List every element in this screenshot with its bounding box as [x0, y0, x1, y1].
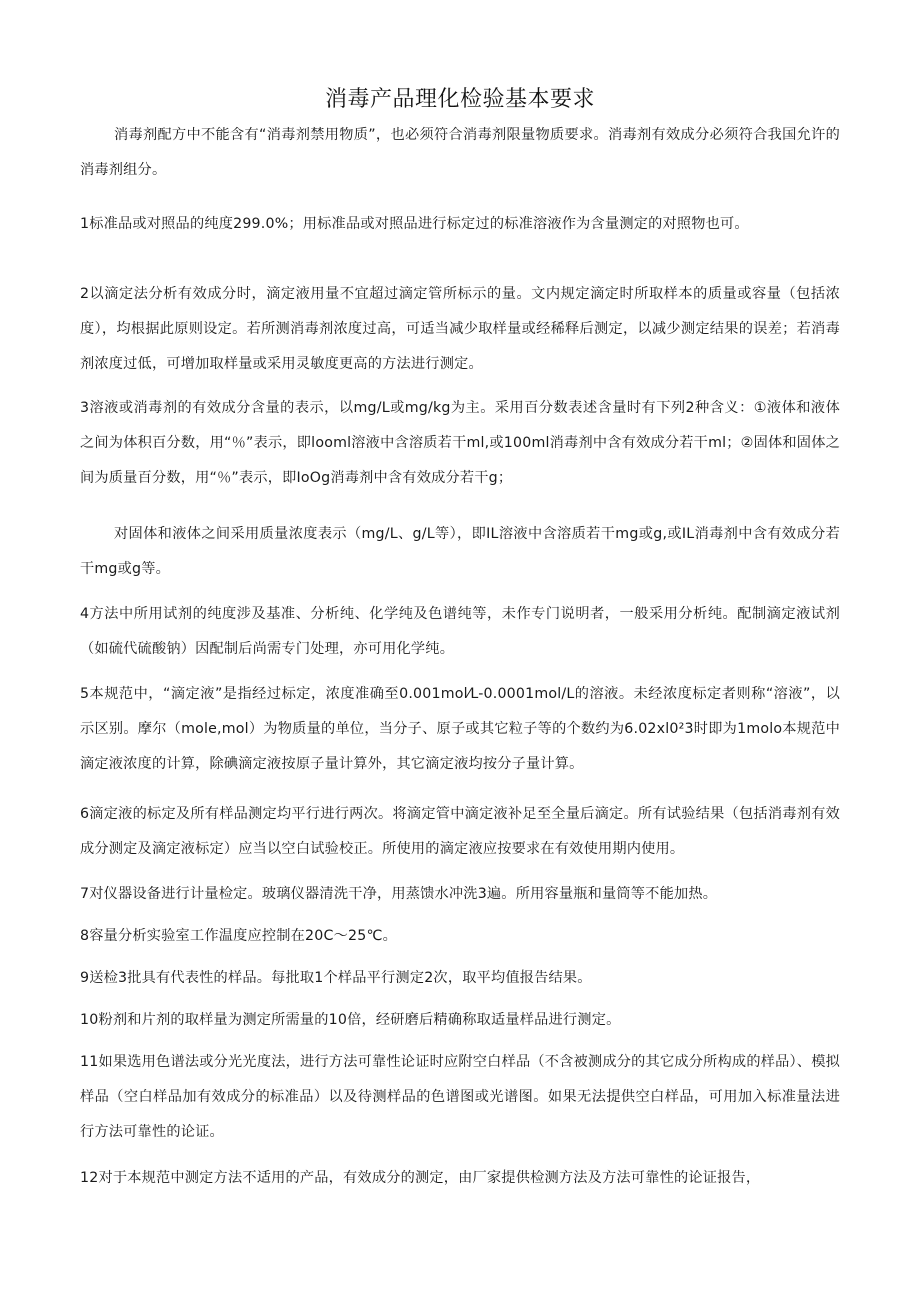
paragraph-5: 5本规范中，“滴定液”是指经过标定，浓度准确至0.001mol⁄L-0.0001mol/L的溶液。未经浓度标定者则称“溶液”，以示区别。摩尔（mole,mol）为物质量的单位，当分子、原子或其它粒子等的个数约为6.02xl0²3时即为1molo本规范中滴定液浓度的计算，除碘滴定液按原子量计算外，其它滴定液均按分子量计算。: [80, 686, 840, 772]
paragraph-9: 9送检3批具有代表性的样品。每批取1个样品平行测定2次，取平均值报告结果。: [80, 970, 592, 986]
paragraph-12: 12对于本规范中测定方法不适用的产品，有效成分的测定，由厂家提供检测方法及方法可靠性的论证报告，: [80, 1170, 761, 1186]
paragraph-10: 10粉剂和片剂的取样量为测定所需量的10倍，经研磨后精确称取适量样品进行测定。: [80, 1012, 621, 1028]
paragraph-4: 4方法中所用试剂的纯度涉及基准、分析纯、化学纯及色谱纯等，未作专门说明者，一般采用分析纯。配制滴定液试剂（如硫代硫酸钠）因配制后尚需专门处理，亦可用化学纯。: [80, 606, 840, 657]
paragraph-11: 11如果选用色谱法或分光光度法，进行方法可靠性论证时应附空白样品（不含被测成分的其它成分所构成的样品）、模拟样品（空白样品加有效成分的标准品）以及待测样品的色谱图或光谱图。如果无法提供空白样品，可用加入标准量法进行方法可靠性的论证。: [80, 1054, 840, 1140]
paragraph-3: 3溶液或消毒剂的有效成分含量的表示，以mg/L或mg/kg为主。采用百分数表述含量时有下列2种含义：①液体和液体之间为体积百分数，用“％”表示，即looml溶液中含溶质若干ml,或100ml消毒剂中含有效成分若干ml；②固体和固体之间为质量百分数，用“％”表示，即IoOg消毒剂中含有效成分若干g；: [80, 400, 840, 486]
paragraph-intro: 消毒剂配方中不能含有“消毒剂禁用物质”，也必须符合消毒剂限量物质要求。消毒剂有效成分必须符合我国允许的消毒剂组分。: [80, 127, 840, 178]
paragraph-3-continued: 对固体和液体之间采用质量浓度表示（mg/L、g/L等），即IL溶液中含溶质若干mg或g,或IL消毒剂中含有效成分若干mg或g等。: [80, 526, 840, 577]
paragraph-1: 1标准品或对照品的纯度299.0%；用标准品或对照品进行标定过的标准溶液作为含量测定的对照物也可。: [80, 216, 749, 232]
paragraph-7: 7对仪器设备进行计量检定。玻璃仪器清洗干净，用蒸馈水冲洗3遍。所用容量瓶和量筒等不能加热。: [80, 886, 718, 902]
paragraph-8: 8容量分析实验室工作温度应控制在20C～25℃。: [80, 928, 397, 944]
page-title: 消毒产品理化检验基本要求: [324, 87, 595, 112]
paragraph-2: 2以滴定法分析有效成分时，滴定液用量不宜超过滴定管所标示的量。文内规定滴定时所取样本的质量或容量（包括浓度），均根据此原则设定。若所测消毒剂浓度过高，可适当减少取样量或经稀释后测定，以减少测定结果的误差；若消毒剂浓度过低，可增加取样量或采用灵敏度更高的方法进行测定。: [80, 286, 840, 372]
paragraph-6: 6滴定液的标定及所有样品测定均平行进行两次。将滴定管中滴定液补足至全量后滴定。所有试验结果（包括消毒剂有效成分测定及滴定液标定）应当以空白试验校正。所使用的滴定液应按要求在有效使用期内使用。: [80, 806, 840, 857]
